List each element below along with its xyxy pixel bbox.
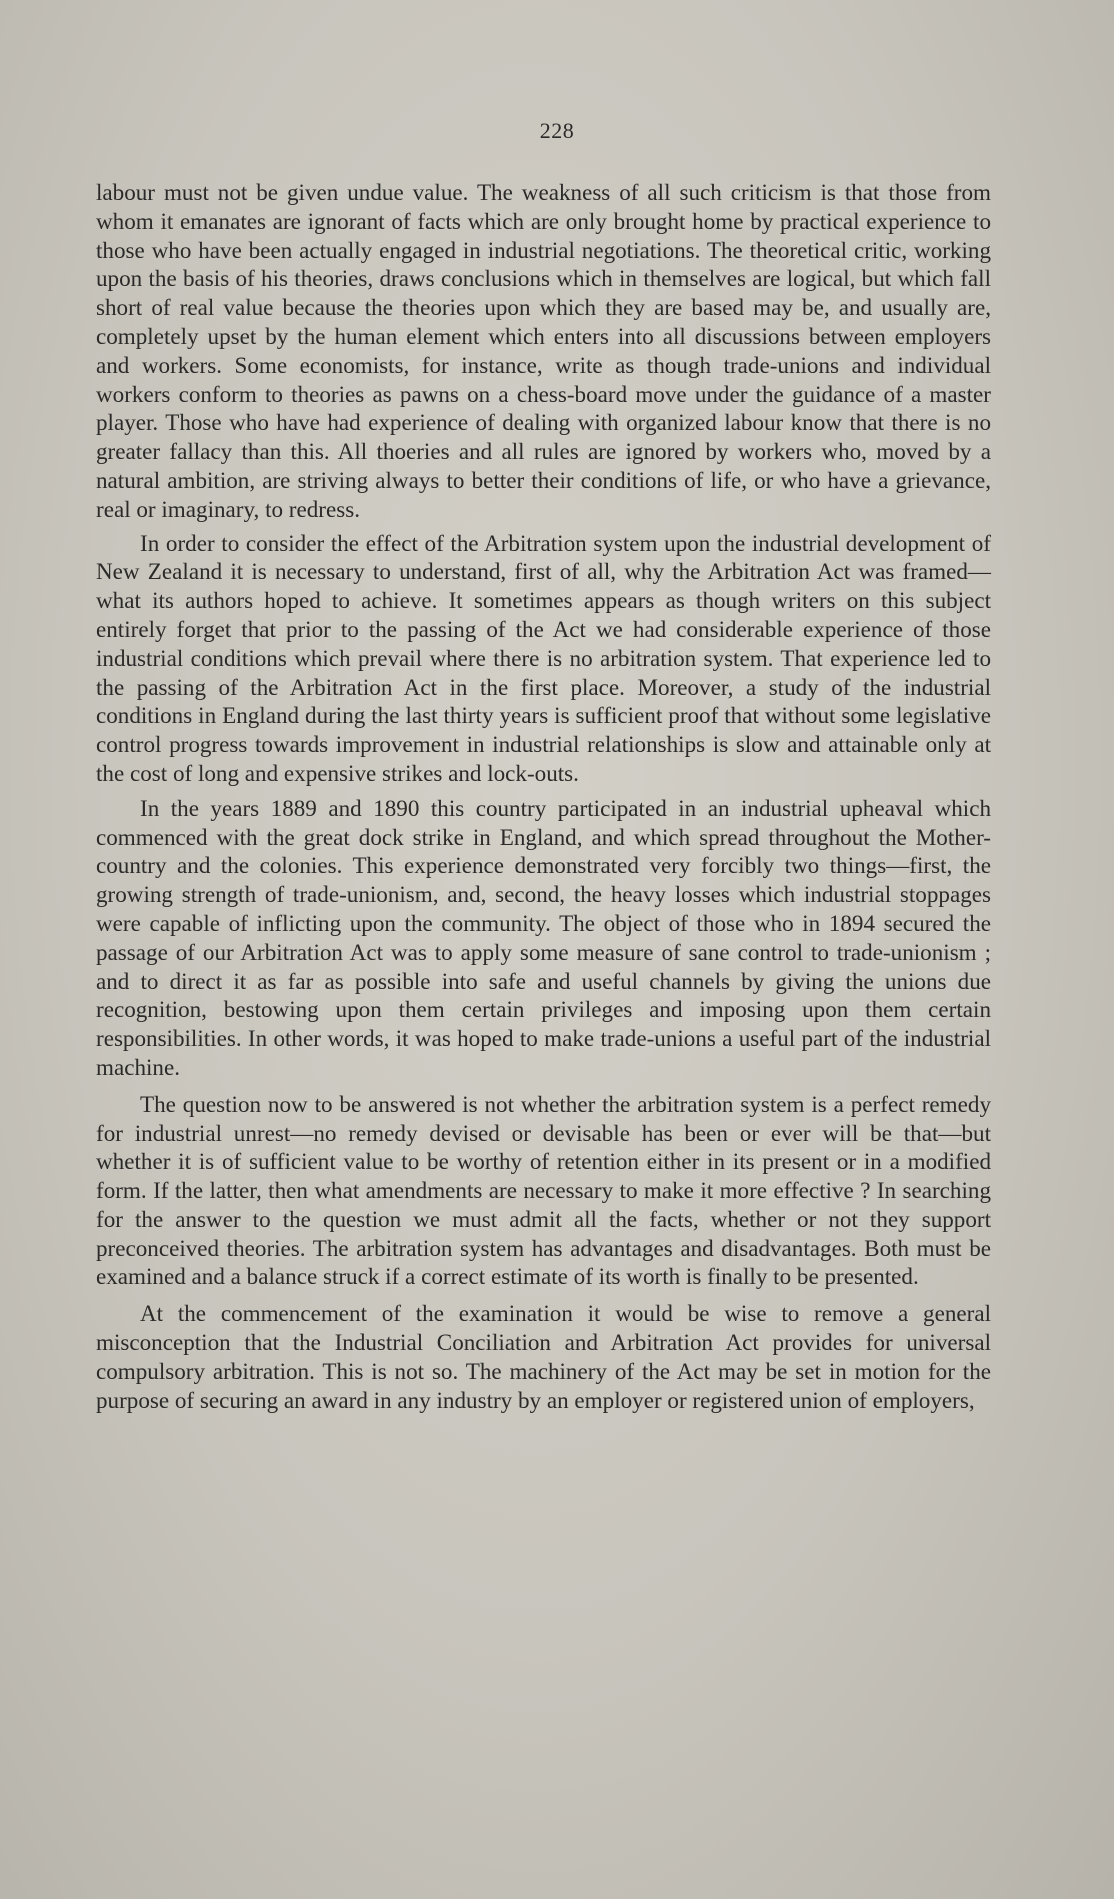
paragraph-3: In the years 1889 and 1890 this country participated in an industrial upheaval which commenced with the great dock strike in England, and which spread throughout the Mother-country and the colonies. This experience demonstrated very forcibly two things—first, the growing strength of trade-unionism, and, second, the heavy losses which industrial stoppages were capable of inflicting upon the community. The object of those who in 1894 secured the passage of our Arbitration Act was to apply some measure of sane control to trade-unionism ; and to direct it as far as possible into safe and useful channels by giving the unions due recognition, bestowing upon them certain privileges and imposing upon them certain responsibilities. In other words, it was hoped to make trade-unions a useful part of the industrial machine. <box>96 794 991 1080</box>
paragraph-1: labour must not be given undue value. The weakness of all such criticism is that those from whom it emanates are ignorant of facts which are only brought home by practical experience to those who have been actually engaged in industrial negotiations. The theoretical critic, working upon the basis of his theories, draws conclusions which in themselves are logical, but which fall short of real value because the theories upon which they are based may be, and usually are, completely upset by the human element which enters into all discussions between employers and workers. Some economists, for instance, write as though trade-unions and individual workers conform to theories as pawns on a chess-board move under the guidance of a master player. Those who have had experience of dealing with organized labour know that there is no greater fallacy than this. All thoeries and all rules are ignored by workers who, moved by a natural ambition, are striving always to better their conditions of life, or who have a grievance, real or imaginary, to redress. <box>96 179 991 522</box>
paragraph-2: In order to consider the effect of the Arbitration system upon the industrial development of New Zealand it is necessary to understand, first of all, why the Arbitration Act was framed—what its authors hoped to achieve. It sometimes appears as though writers on this subject entirely forget that prior to the passing of the Act we had considerable experience of those industrial conditions which prevail where there is no arbitration system. That experience led to the passing of the Arbitration Act in the first place. Moreover, a study of the industrial conditions in England during the last thirty years is sufficient proof that without some legislative control progress towards improvement in industrial relationships is slow and attainable only at the cost of long and expensive strikes and lock-outs. <box>96 529 991 786</box>
page-number: 228 <box>539 118 575 143</box>
paragraph-4: The question now to be answered is not whether the arbitration system is a perfect remedy for industrial unrest—no remedy devised or devisable has been or ever will be that—but whether it is of sufficient value to be worthy of retention either in its present or in a modified form. If the latter, then what amendments are necessary to make it more effective ? In searching for the answer to the question we must admit all the facts, whether or not they support preconceived theories. The arbitration system has advantages and disadvantages. Both must be examined and a balance struck if a correct estimate of its worth is finally to be presented. <box>96 1090 991 1290</box>
paragraph-5: At the commencement of the examination it would be wise to remove a general misconception that the Industrial Conciliation and Arbitration Act provides for universal compulsory arbitration. This is not so. The machinery of the Act may be set in motion for the purpose of securing an award in any industry by an employer or registered union of employers, <box>96 1300 991 1413</box>
body-text <box>96 178 991 1414</box>
